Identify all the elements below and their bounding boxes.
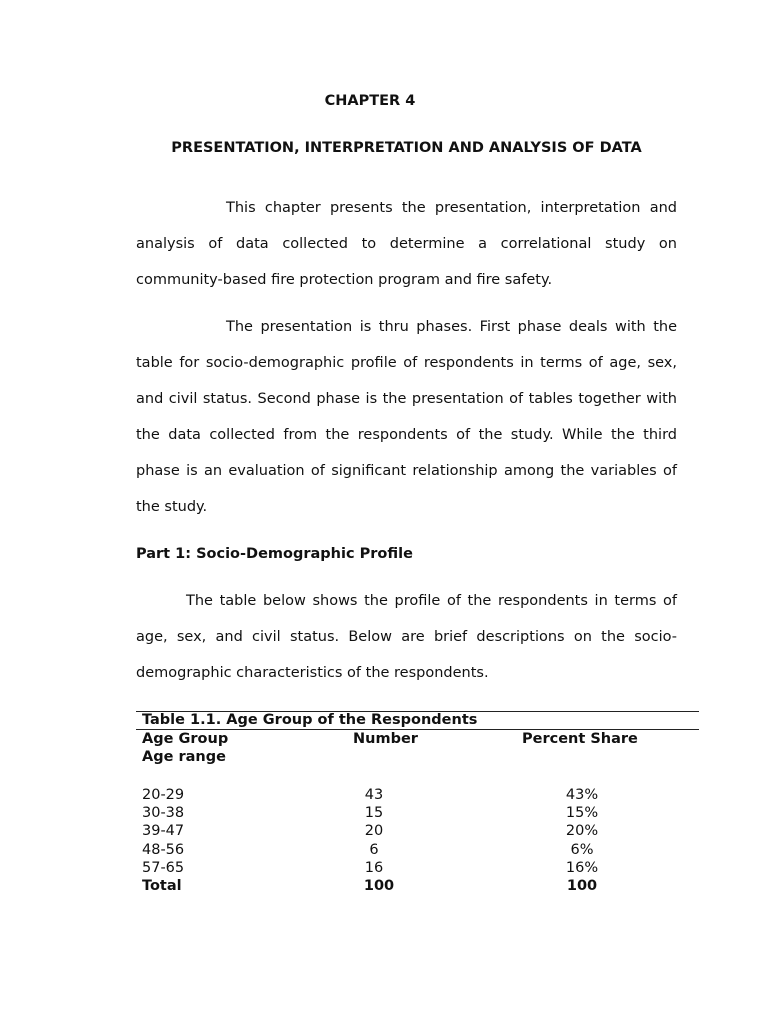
cell-age-range: 20-29 [142, 787, 185, 803]
cell-number: 43 [364, 787, 384, 803]
cell-total-number: 100 [363, 877, 395, 894]
cell-total-label: Total [142, 877, 182, 894]
paragraph-table-intro: The table below shows the profile of the respondents in terms of age, sex, and civil status. Below are brief descriptions on the socio-demographic characteristics of the respondents. [136, 593, 677, 681]
cell-age-range: 57-65 [142, 859, 185, 876]
table-body [136, 786, 699, 896]
table-total-row [136, 877, 699, 895]
part-heading: Part 1: Socio-Demographic Profile [136, 546, 413, 562]
cell-number: 15 [364, 805, 384, 822]
cell-number: 16 [364, 859, 384, 876]
table-row [136, 841, 699, 859]
header-age-group: Age Group [142, 731, 229, 747]
header-age-range: Age range [142, 749, 226, 765]
table-row [136, 822, 699, 840]
table-header [136, 730, 699, 786]
cell-total-percent: 100 [566, 877, 598, 894]
cell-number: 6 [369, 841, 379, 858]
cell-percent: 20% [565, 823, 599, 840]
cell-percent: 43% [565, 787, 599, 803]
cell-number: 20 [364, 823, 384, 840]
table-caption: Table 1.1. Age Group of the Respondents [142, 712, 478, 728]
cell-percent: 6% [570, 841, 594, 858]
cell-age-range: 39-47 [142, 823, 185, 840]
age-group-table [136, 711, 699, 896]
table-row [136, 859, 699, 877]
paragraph-intro: This chapter presents the presentation, interpretation and analysis of data collected to determine a correlational study on community-based fire protection program and fire safety. [136, 200, 677, 288]
chapter-title: PRESENTATION, INTERPRETATION AND ANALYSIS OF DATA [171, 140, 642, 156]
chapter-heading: CHAPTER 4 [324, 93, 416, 109]
paragraph-phases: The presentation is thru phases. First phase deals with the table for socio-demographic profile of respondents in terms of age, sex, and civil status. Second phase is the presentation of tables together with the data collected from the respondents of the study. While the third phase is an evaluation of significant relationship among the variables of the study. [136, 319, 677, 515]
cell-age-range: 30-38 [142, 805, 185, 822]
header-percent-share: Percent Share [522, 731, 638, 747]
table-row [136, 804, 699, 822]
cell-percent: 16% [565, 859, 599, 876]
header-number: Number [353, 731, 418, 747]
table-row [136, 786, 699, 804]
cell-percent: 15% [565, 805, 599, 822]
cell-age-range: 48-56 [142, 841, 185, 858]
